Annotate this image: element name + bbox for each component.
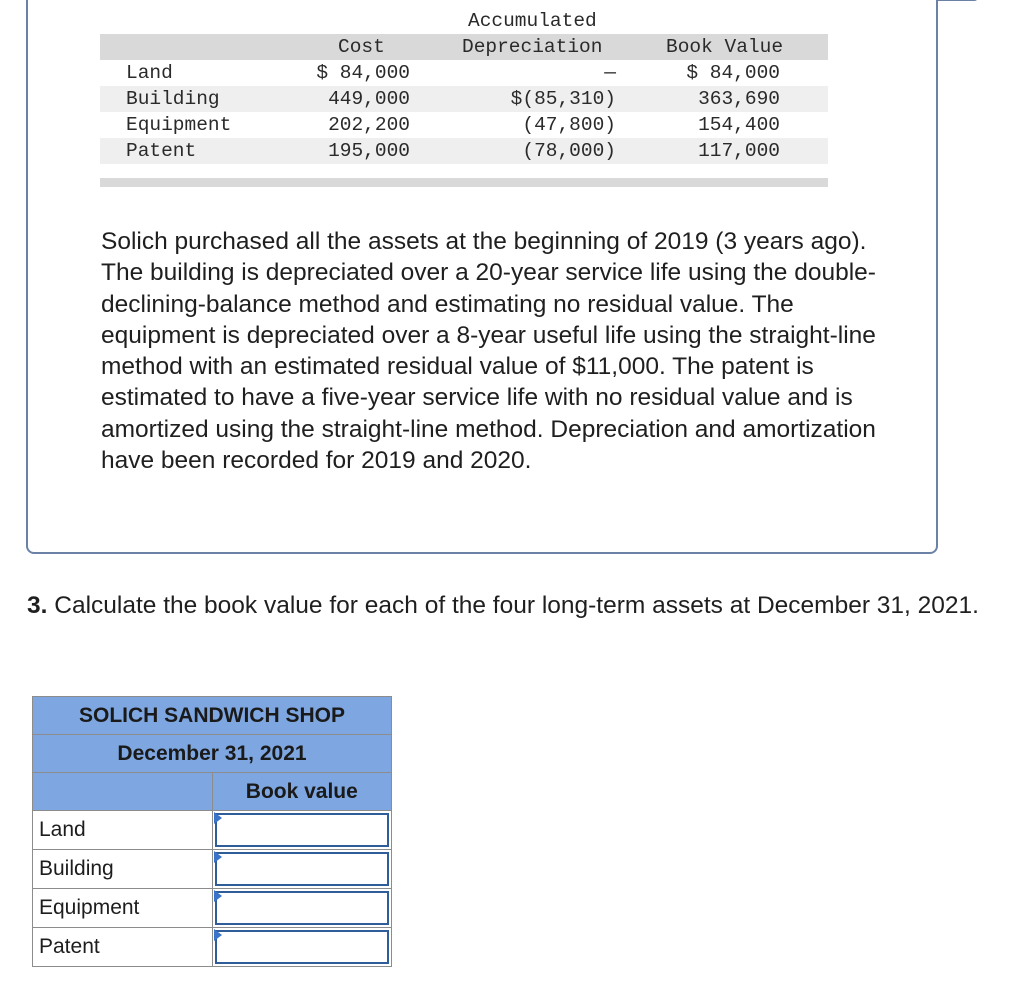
table-row <box>33 889 392 928</box>
asset-accumulated: — <box>604 62 616 84</box>
header-cost: Cost <box>338 36 385 58</box>
input-marker-icon <box>214 929 222 941</box>
asset-table-header <box>100 34 828 60</box>
asset-name: Equipment <box>126 114 232 136</box>
asset-book-value: 117,000 <box>698 140 780 162</box>
asset-accumulated: $(85,310) <box>510 88 616 110</box>
equipment-book-value-input[interactable] <box>215 891 389 925</box>
asset-name: Building <box>126 88 220 110</box>
table-row <box>100 60 828 86</box>
table-row <box>100 112 828 138</box>
table-row <box>33 928 392 967</box>
table-footer-bar <box>100 178 828 187</box>
company-name-header: SOLICH SANDWICH SHOP <box>33 697 392 735</box>
patent-book-value-cell <box>212 928 391 967</box>
asset-cost: $ 84,000 <box>316 62 410 84</box>
land-book-value-cell <box>212 811 391 850</box>
asset-accumulated: (47,800) <box>522 114 616 136</box>
asset-cost: 449,000 <box>328 88 410 110</box>
input-marker-icon <box>214 890 222 902</box>
asset-cost: 202,200 <box>328 114 410 136</box>
asset-name: Land <box>126 62 173 84</box>
row-label-equipment: Equipment <box>33 889 213 928</box>
table-row <box>33 811 392 850</box>
row-label-patent: Patent <box>33 928 213 967</box>
asset-accumulated: (78,000) <box>522 140 616 162</box>
input-marker-icon <box>214 851 222 863</box>
book-value-column-header: Book value <box>212 773 391 811</box>
asset-book-value: 154,400 <box>698 114 780 136</box>
patent-book-value-input[interactable] <box>215 930 389 964</box>
table-row <box>100 138 828 164</box>
row-label-land: Land <box>33 811 213 850</box>
problem-description: Solich purchased all the assets at the beginning of 2019 (3 years ago). The building is depreciated over a 20-year service life using the double-declining-balance method and estimating no residual value. The equipment is depreciated over a 8-year useful life using the straight-line method with an estimated residual value of $11,000. The patent is estimated to have a five-year service life with no residual value and is amortized using the straight-line method. Depreciation and amortization have been recorded for 2019 and 2020. <box>101 228 876 475</box>
header-depreciation: Depreciation <box>462 36 603 58</box>
equipment-book-value-cell <box>212 889 391 928</box>
asset-table-header-top <box>100 8 828 34</box>
header-accumulated: Accumulated <box>468 10 597 32</box>
asset-name: Patent <box>126 140 197 162</box>
question-3 <box>27 590 997 622</box>
table-row <box>100 86 828 112</box>
question-text: Calculate the book value for each of the four long-term assets at December 31, 2021. <box>47 592 979 619</box>
asset-book-value: $ 84,000 <box>686 62 780 84</box>
land-book-value-input[interactable] <box>215 813 389 847</box>
row-label-building: Building <box>33 850 213 889</box>
blank-header-cell <box>33 773 213 811</box>
asset-cost: 195,000 <box>328 140 410 162</box>
building-book-value-input[interactable] <box>215 852 389 886</box>
building-book-value-cell <box>212 850 391 889</box>
date-header: December 31, 2021 <box>33 735 392 773</box>
asset-book-value: 363,690 <box>698 88 780 110</box>
book-value-answer-table <box>32 696 392 967</box>
table-row <box>33 850 392 889</box>
asset-table <box>100 8 828 164</box>
header-book-value: Book Value <box>666 36 784 58</box>
input-marker-icon <box>214 812 222 824</box>
question-number: 3. <box>27 592 48 619</box>
